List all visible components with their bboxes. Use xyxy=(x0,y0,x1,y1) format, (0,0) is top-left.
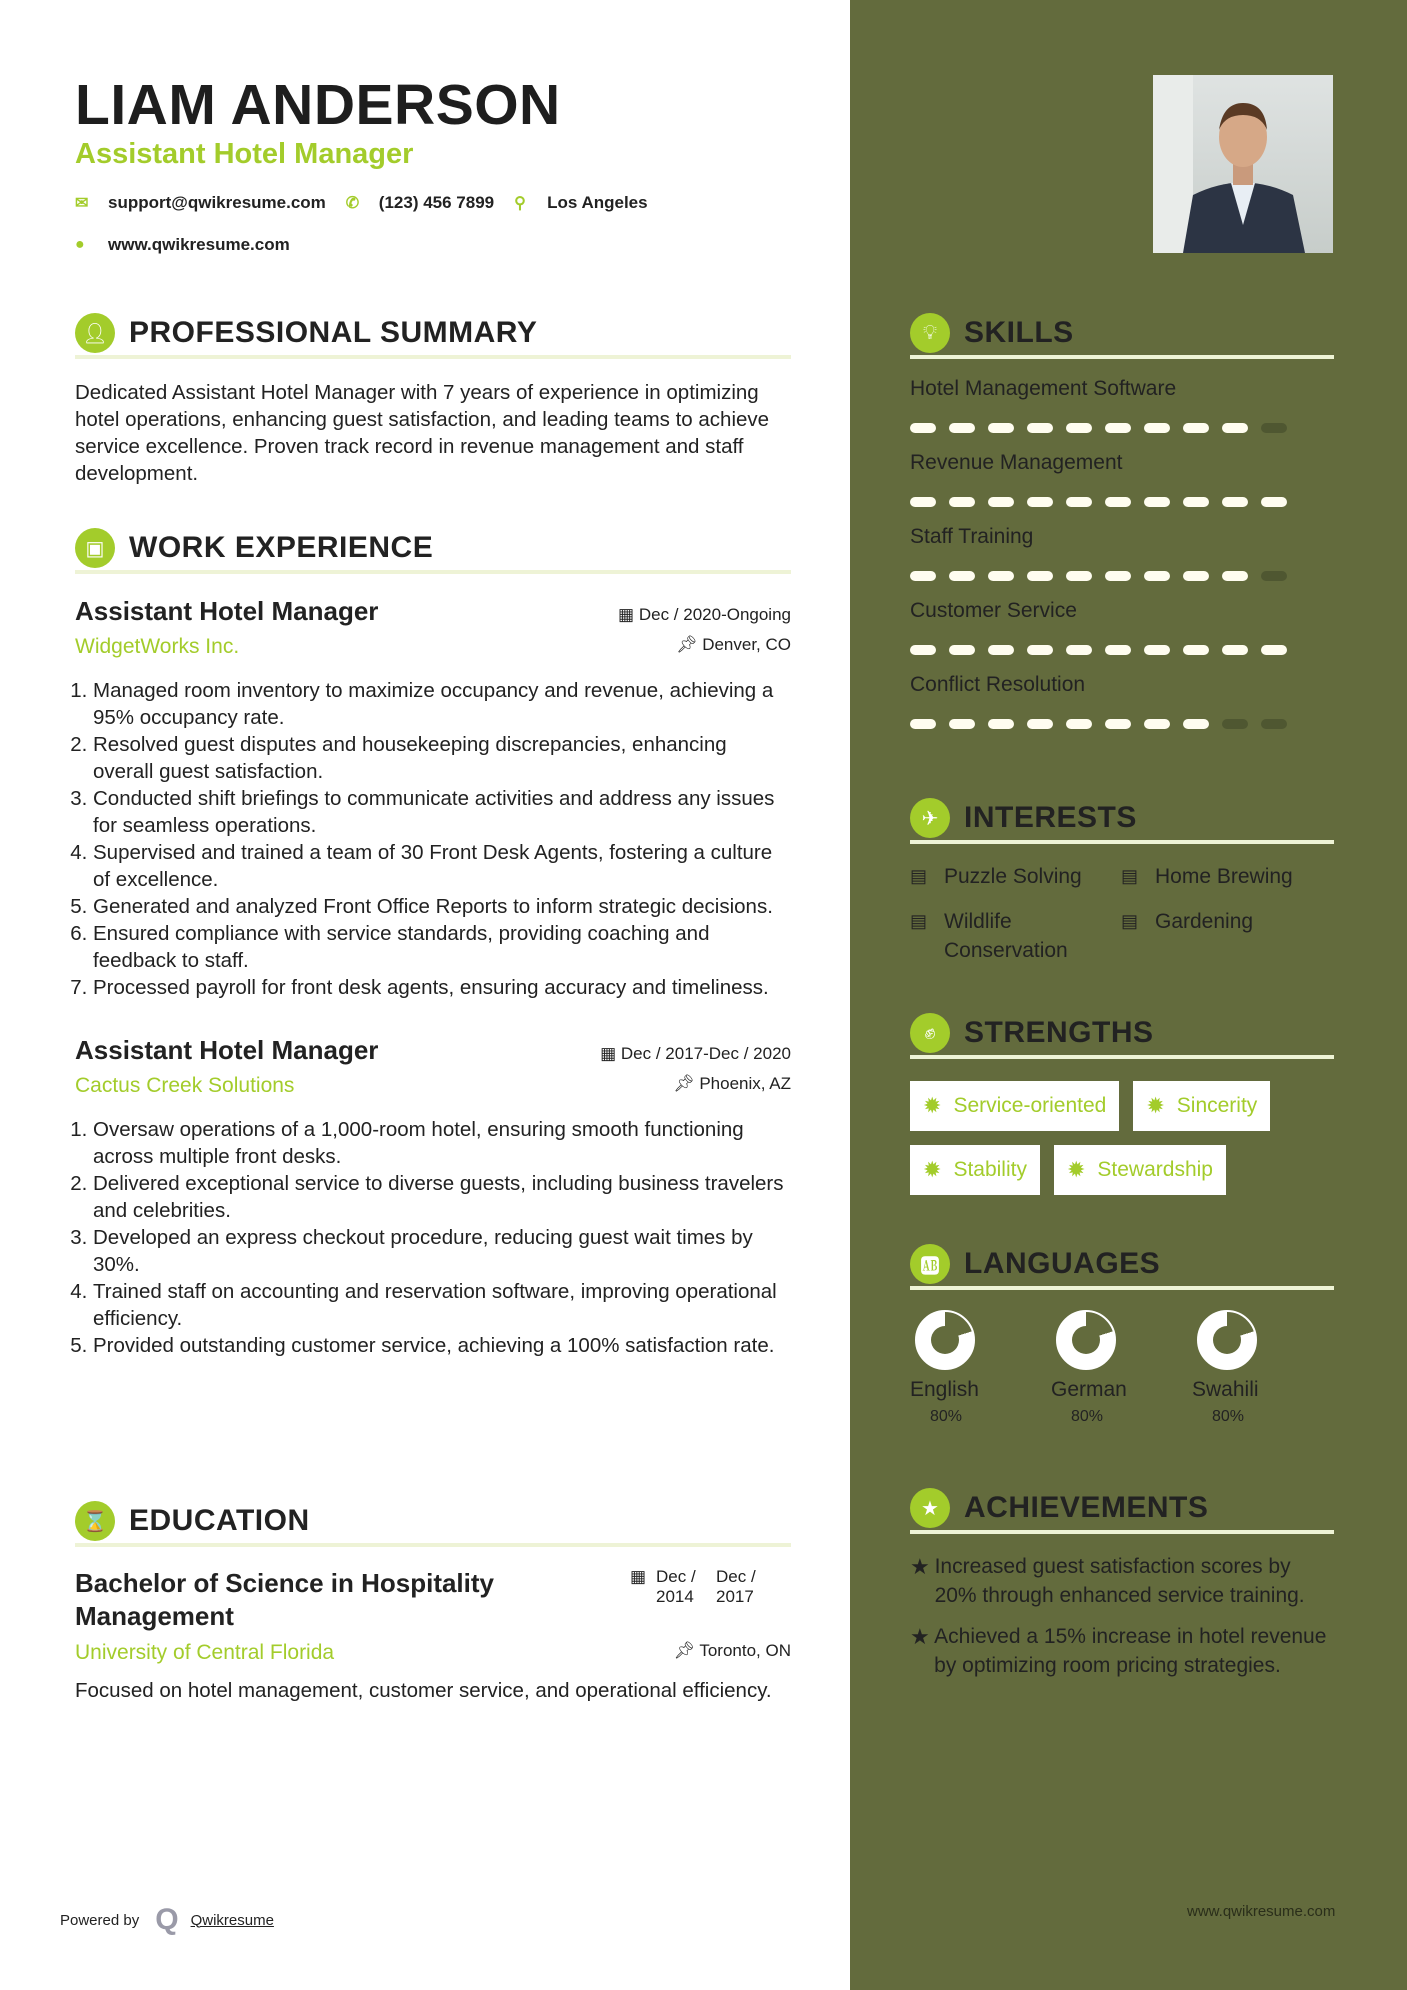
skill-dash xyxy=(1105,645,1131,655)
strength-tag xyxy=(910,1081,1119,1131)
bullet: 7. Processed payroll for front desk agents, ensuring accuracy and timeliness. xyxy=(93,974,791,1001)
skill-dash xyxy=(988,719,1014,729)
website[interactable]: www.qwikresume.com xyxy=(108,235,290,254)
language-item xyxy=(910,1310,1051,1426)
professional-summary-section xyxy=(75,315,791,487)
section-heading: INTERESTS xyxy=(964,801,1137,834)
bullet: 2. Resolved guest disputes and housekeeping discrepancies, enhancing overall guest satisfaction. xyxy=(93,731,791,785)
achievement-text: Increased guest satisfaction scores by 20% through enhanced service training. xyxy=(934,1555,1305,1607)
language-level: 80% xyxy=(1071,1408,1104,1425)
skill-dash xyxy=(1222,423,1248,433)
skill-dash xyxy=(988,497,1014,507)
strength-label: Stewardship xyxy=(1097,1158,1213,1181)
skill-dash xyxy=(1027,423,1053,433)
skill-dash xyxy=(1027,645,1053,655)
interest-label: Puzzle Solving xyxy=(944,865,1082,888)
section-heading: PROFESSIONAL SUMMARY xyxy=(129,316,538,349)
paper-plane-icon: ✈ xyxy=(910,798,950,838)
skill-dash xyxy=(1105,497,1131,507)
achievement-item xyxy=(910,1622,1334,1680)
location: Los Angeles xyxy=(547,193,648,212)
fist-icon: ✊︎ xyxy=(910,1013,950,1053)
skill-dash xyxy=(1183,497,1209,507)
section-heading: SKILLS xyxy=(964,316,1074,349)
language-name: Swahili xyxy=(1192,1378,1259,1401)
skill-dash xyxy=(1105,423,1131,433)
job-location: Denver, CO xyxy=(702,635,791,654)
section-heading: ACHIEVEMENTS xyxy=(964,1491,1209,1524)
pin-icon: 📌︎ xyxy=(673,1074,700,1093)
summary-text: Dedicated Assistant Hotel Manager with 7 years of experience in optimizing hotel operations, enhancing guest satisfaction, and leading teams to achieve service excellence. Proven track record in revenue management and staff development. xyxy=(75,381,770,485)
skill-dash xyxy=(1027,497,1053,507)
skill-dash xyxy=(949,497,975,507)
star-icon: ★ xyxy=(910,1488,950,1528)
candidate-name: LIAM ANDERSON xyxy=(75,73,561,137)
language-icon: 🆎︎ xyxy=(910,1244,950,1284)
contact-line xyxy=(75,193,668,213)
language-donut xyxy=(1197,1310,1257,1370)
lightbulb-icon: 💡︎ xyxy=(910,313,950,353)
skill-dash xyxy=(1105,719,1131,729)
skill-dash xyxy=(1066,719,1092,729)
skill-dash xyxy=(1222,571,1248,581)
work-experience-section xyxy=(75,530,791,1359)
language-item xyxy=(1051,1310,1192,1426)
skill-dash xyxy=(1183,423,1209,433)
skill-dash xyxy=(988,645,1014,655)
skill-dash xyxy=(1222,497,1248,507)
school: University of Central Florida xyxy=(75,1641,335,1664)
calendar-icon: ▦ xyxy=(618,605,639,624)
interest-item xyxy=(1121,862,1321,891)
section-heading: EDUCATION xyxy=(129,1504,310,1537)
powered-by-label: Powered by xyxy=(60,1911,140,1929)
map-pin-icon: ⚲ xyxy=(514,195,526,212)
bullet: 5. Generated and analyzed Front Office Reports to inform strategic decisions. xyxy=(93,893,791,920)
skill-dash xyxy=(1261,719,1287,729)
job-bullets xyxy=(75,1116,791,1359)
profile-photo xyxy=(1153,75,1333,253)
skill-dash xyxy=(910,571,936,581)
language-name: German xyxy=(1051,1378,1127,1401)
interest-label: Wildlife Conservation xyxy=(944,910,1068,962)
skill-dash xyxy=(1144,571,1170,581)
skill-dash xyxy=(910,719,936,729)
shooting-star-icon: ★ xyxy=(910,1554,930,1579)
skill-dash xyxy=(1066,423,1092,433)
skill-dash xyxy=(1066,645,1092,655)
achievement-item xyxy=(910,1552,1334,1610)
book-icon: ▤ xyxy=(1121,911,1139,931)
skill-name: Revenue Management xyxy=(910,451,1123,474)
skill-dash xyxy=(1183,645,1209,655)
skill-dash xyxy=(1261,497,1287,507)
skill-level-bar xyxy=(910,571,1334,581)
strength-tag xyxy=(910,1145,1040,1195)
skills-section xyxy=(910,315,1334,729)
book-icon: ▤ xyxy=(1121,866,1139,886)
language-level: 80% xyxy=(930,1408,963,1425)
edu-start: Dec / 2014 xyxy=(656,1567,696,1606)
email[interactable]: support@qwikresume.com xyxy=(108,193,326,212)
job-dates: Dec / 2017-Dec / 2020 xyxy=(620,1044,791,1063)
job-bullets xyxy=(75,677,791,1001)
job-location: Phoenix, AZ xyxy=(699,1074,791,1093)
bullet: 5. Provided outstanding customer service, achieving a 100% satisfaction rate. xyxy=(93,1332,791,1359)
job-dates: Dec / 2020-Ongoing xyxy=(638,605,791,624)
graduation-icon: ⌛ xyxy=(75,1501,115,1541)
skill-dash xyxy=(1144,719,1170,729)
skill-level-bar xyxy=(910,719,1334,729)
skill-dash xyxy=(1261,645,1287,655)
section-heading: STRENGTHS xyxy=(964,1016,1154,1049)
skill-name: Customer Service xyxy=(910,599,1077,622)
skill-dash xyxy=(1027,719,1053,729)
skill-dash xyxy=(1222,645,1248,655)
footer-powered xyxy=(60,1903,274,1937)
sidebar xyxy=(850,0,1407,1990)
skill-dash xyxy=(949,645,975,655)
footer-site[interactable]: www.qwikresume.com xyxy=(1187,1903,1336,1920)
interest-label: Gardening xyxy=(1155,910,1254,933)
skill-dash xyxy=(1222,719,1248,729)
strength-label: Sincerity xyxy=(1176,1094,1258,1117)
skill-dash xyxy=(1261,571,1287,581)
interest-label: Home Brewing xyxy=(1155,865,1293,888)
website-line xyxy=(75,235,310,255)
achievements-section xyxy=(910,1490,1334,1680)
section-heading: WORK EXPERIENCE xyxy=(129,531,434,564)
edu-location: Toronto, ON xyxy=(699,1641,791,1660)
language-name: English xyxy=(910,1378,979,1401)
bullet: 6. Ensured compliance with service standards, providing coaching and feedback to staff. xyxy=(93,920,791,974)
skill-dash xyxy=(1066,497,1092,507)
book-icon: ▤ xyxy=(910,866,928,886)
skill-dash xyxy=(1105,571,1131,581)
skill-dash xyxy=(949,571,975,581)
bullet: 3. Conducted shift briefings to communicate activities and address any issues for seamless operations. xyxy=(93,785,791,839)
bullet: 1. Oversaw operations of a 1,000-room hotel, ensuring smooth functioning across multiple front desks. xyxy=(93,1116,791,1170)
badge-icon: ✹ xyxy=(1146,1093,1165,1118)
envelope-icon: ✉ xyxy=(75,195,89,212)
degree: Bachelor of Science in Hospitality Management xyxy=(75,1568,494,1631)
strength-tag xyxy=(1133,1081,1270,1131)
skill-dash xyxy=(1144,423,1170,433)
phone: (123) 456 7899 xyxy=(378,193,495,212)
interest-item xyxy=(1121,907,1321,965)
book-icon: ▤ xyxy=(910,911,928,931)
skill-dash xyxy=(988,423,1014,433)
skill-dash xyxy=(1144,645,1170,655)
badge-icon: ✹ xyxy=(923,1157,942,1182)
strengths-section xyxy=(910,1015,1334,1195)
language-donut xyxy=(1056,1310,1116,1370)
shooting-star-icon: ★ xyxy=(910,1624,930,1649)
qwikresume-logo-icon: Q xyxy=(155,1903,179,1936)
calendar-icon: ▦ xyxy=(600,1044,621,1063)
pin-icon: 📌︎ xyxy=(673,1641,700,1660)
job-entry xyxy=(75,596,791,1001)
skill-dash xyxy=(1183,571,1209,581)
language-donut xyxy=(915,1310,975,1370)
language-item xyxy=(1192,1310,1333,1426)
skill-name: Staff Training xyxy=(910,525,1034,548)
strength-tag xyxy=(1054,1145,1226,1195)
section-heading: LANGUAGES xyxy=(964,1247,1161,1280)
skill-dash xyxy=(910,423,936,433)
skill-dash xyxy=(988,571,1014,581)
bullet: 2. Delivered exceptional service to diverse guests, including business travelers and celebrities. xyxy=(93,1170,791,1224)
skill-level-bar xyxy=(910,423,1334,433)
skill-dash xyxy=(910,497,936,507)
skill-dash xyxy=(1027,571,1053,581)
strength-label: Stability xyxy=(953,1158,1027,1181)
job-entry xyxy=(75,1035,791,1359)
bullet: 1. Managed room inventory to maximize occupancy and revenue, achieving a 95% occupancy rate. xyxy=(93,677,791,731)
skill-dash xyxy=(910,645,936,655)
phone-icon: ✆ xyxy=(345,195,360,212)
bullet: 4. Supervised and trained a team of 30 Front Desk Agents, fostering a culture of excellence. xyxy=(93,839,791,893)
user-icon: 👤︎ xyxy=(75,313,115,353)
skill-level-bar xyxy=(910,645,1334,655)
interest-item xyxy=(910,862,1121,891)
skill-dash xyxy=(1261,423,1287,433)
job-title: Assistant Hotel Manager xyxy=(75,596,379,626)
badge-icon: ✹ xyxy=(923,1093,942,1118)
skill-name: Conflict Resolution xyxy=(910,673,1086,696)
job-title: Assistant Hotel Manager xyxy=(75,1035,379,1065)
calendar-icon: ▦ xyxy=(629,1567,646,1586)
skill-dash xyxy=(1144,497,1170,507)
skill-dash xyxy=(1183,719,1209,729)
bullet: 4. Trained staff on accounting and reservation software, improving operational efficiency. xyxy=(93,1278,791,1332)
education-section xyxy=(75,1503,791,1704)
education-text: Focused on hotel management, customer service, and operational efficiency. xyxy=(75,1679,772,1702)
briefcase-icon: ▣ xyxy=(75,528,115,568)
brand-link[interactable]: Qwikresume xyxy=(190,1911,274,1929)
skill-dash xyxy=(949,423,975,433)
skill-dash xyxy=(949,719,975,729)
edu-end: Dec / 2017 xyxy=(716,1567,756,1606)
interest-item xyxy=(910,907,1121,965)
languages-section xyxy=(910,1246,1334,1426)
bullet: 3. Developed an express checkout procedure, reducing guest wait times by 30%. xyxy=(93,1224,791,1278)
strength-label: Service-oriented xyxy=(953,1094,1107,1117)
skill-dash xyxy=(1066,571,1092,581)
skill-name: Hotel Management Software xyxy=(910,377,1177,400)
badge-icon: ✹ xyxy=(1066,1157,1086,1182)
company: Cactus Creek Solutions xyxy=(75,1074,295,1097)
globe-icon: ● xyxy=(75,236,85,253)
skill-level-bar xyxy=(910,497,1334,507)
language-level: 80% xyxy=(1212,1408,1245,1425)
interests-section xyxy=(910,800,1334,965)
company: WidgetWorks Inc. xyxy=(75,635,240,658)
candidate-title: Assistant Hotel Manager xyxy=(75,138,414,170)
pin-icon: 📌︎ xyxy=(675,635,703,654)
achievement-text: Achieved a 15% increase in hotel revenue by optimizing room pricing strategies. xyxy=(934,1625,1327,1677)
